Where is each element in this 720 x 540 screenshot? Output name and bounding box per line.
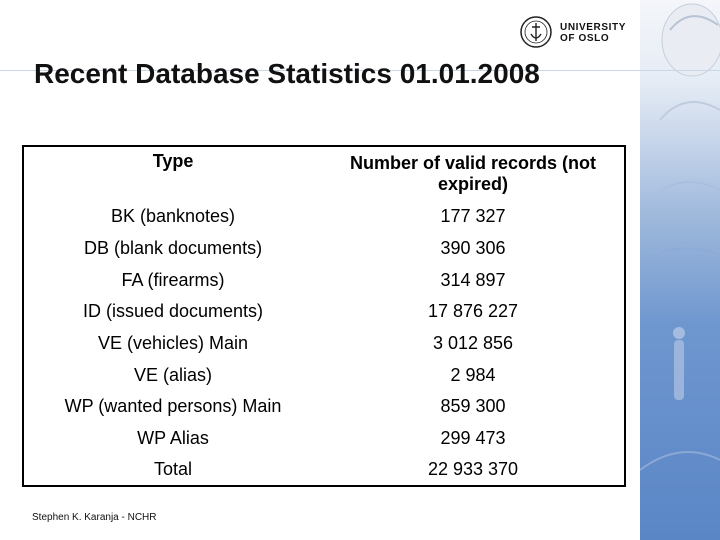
count-cell: 2 984 (450, 364, 496, 385)
statue-illustration-icon (640, 0, 720, 540)
table-row (23, 423, 625, 455)
logo-line-2: OF OSLO (560, 33, 610, 44)
university-logo (520, 16, 632, 50)
type-cell: ID (issued documents) (82, 301, 264, 322)
table-row (23, 264, 625, 296)
count-cell: 859 300 (440, 396, 506, 417)
type-cell: FA (firearms) (121, 269, 225, 290)
count-cell: 17 876 227 (427, 301, 519, 322)
type-cell: VE (vehicles) Main (98, 333, 249, 354)
footer-author: Stephen K. Karanja - NCHR (32, 512, 157, 523)
table-row (23, 391, 625, 423)
page-title: Recent Database Statistics 01.01.2008 (34, 58, 540, 89)
table-row (23, 201, 625, 233)
count-cell: 3 012 856 (432, 333, 514, 354)
table-row (23, 233, 625, 265)
statistics-table (22, 145, 626, 487)
column-header-records: Number of valid records (not expired) (350, 153, 597, 194)
logo-line-1: UNIVERSITY (560, 22, 627, 33)
count-cell: 177 327 (440, 206, 506, 227)
table-row-total (23, 455, 625, 487)
table-header-row (23, 146, 625, 201)
type-cell: BK (banknotes) (110, 206, 236, 227)
type-cell: DB (blank documents) (83, 238, 263, 259)
table-row (23, 328, 625, 360)
count-cell: 390 306 (440, 238, 506, 259)
type-cell: Total (154, 459, 193, 480)
type-cell: WP Alias (137, 428, 209, 449)
count-cell: 299 473 (440, 428, 506, 449)
type-cell: VE (alias) (134, 364, 213, 385)
table-row (23, 296, 625, 328)
column-header-type: Type (152, 151, 194, 171)
logo-wordmark (560, 22, 626, 44)
count-cell: 22 933 370 (427, 459, 519, 480)
table-row (23, 359, 625, 391)
count-cell: 314 897 (440, 269, 506, 290)
university-seal-icon (520, 16, 552, 48)
type-cell: WP (wanted persons) Main (64, 396, 282, 417)
decorative-side-image (640, 0, 720, 540)
